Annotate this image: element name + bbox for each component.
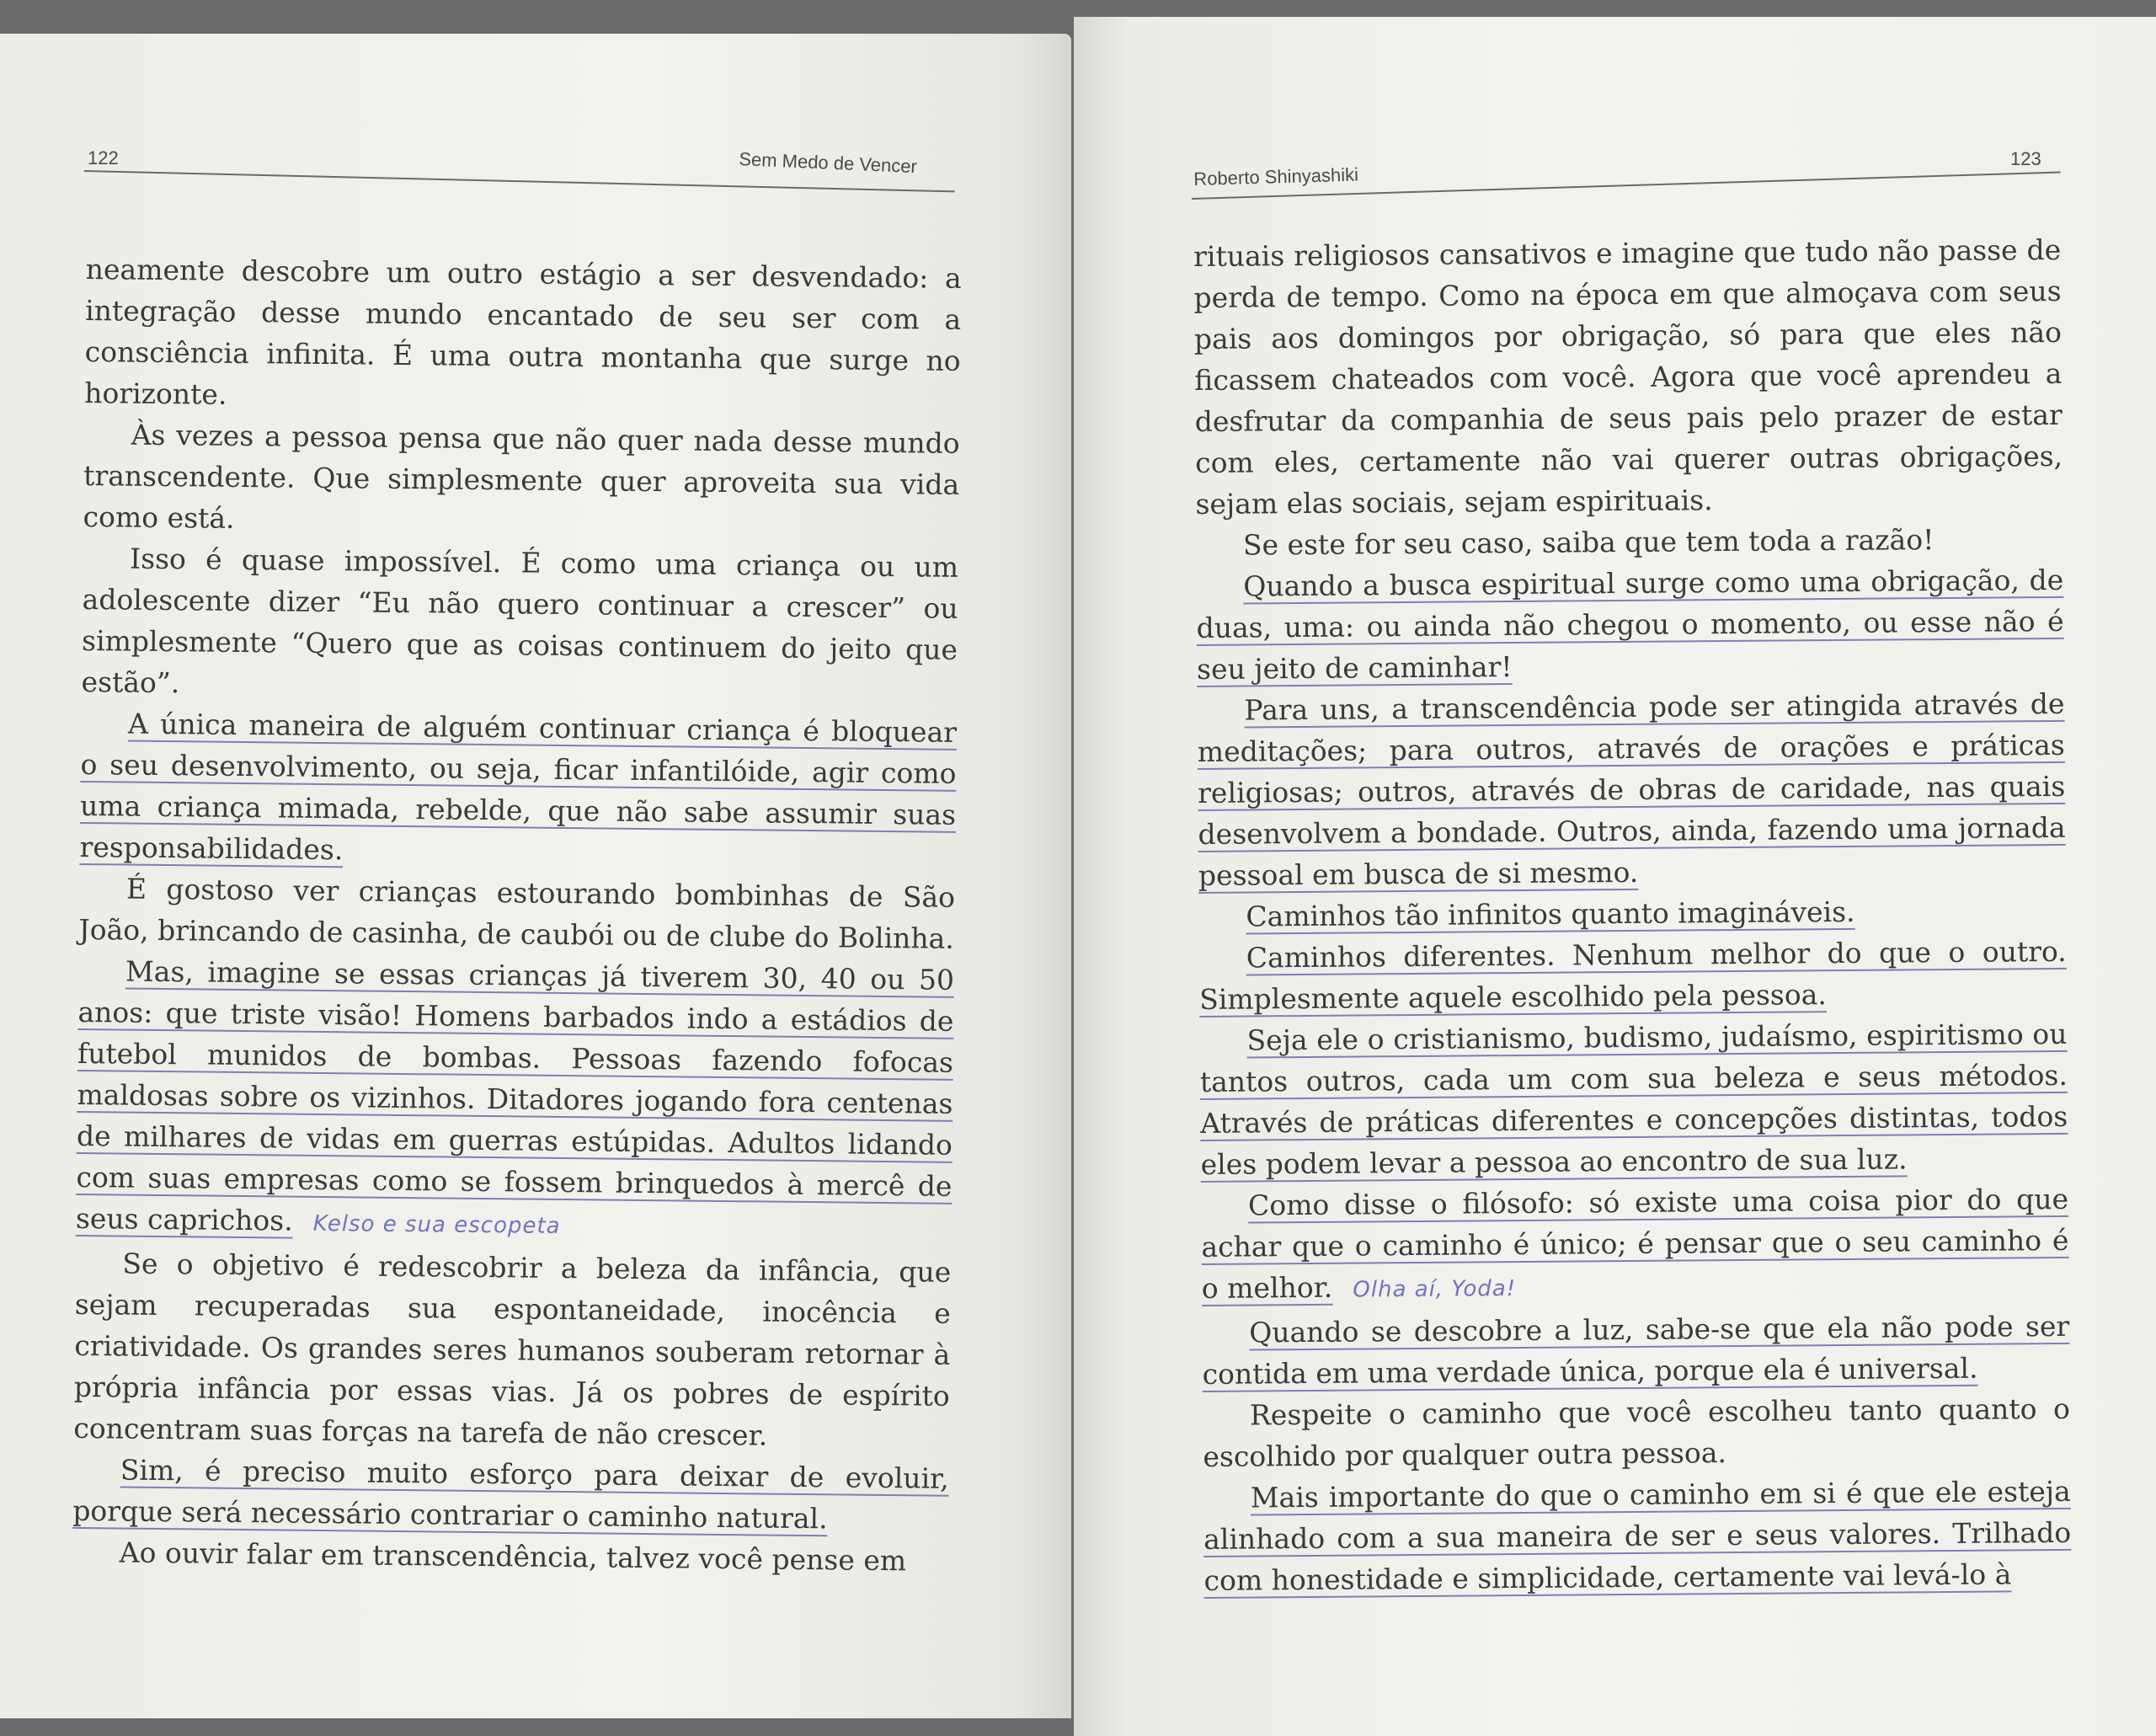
paragraph-text: rituais religiosos cansativos e imagine que tudo não passe de perda de tempo. Como na época em que almoçava com seus pais aos domingos por obrigação, só para que eles não ficassem chateados com você. Agora que você aprendeu a desfrutar da companhia de seus pais pelo prazer de estar com eles, certamente não vai querer outras obrigações, sejam elas sociais, sejam espirituais. (1193, 232, 2063, 521)
paragraph (73, 1242, 952, 1458)
handwritten-note: Olha aí, Yoda! (1353, 1276, 1517, 1303)
paragraph (72, 1449, 949, 1541)
underlined-paragraph-text: Para uns, a transcendência pode ser atingida através de meditações; para outros, através de orações e práticas religiosas; outros, através de obras de caridade, nas quais desenvolvem a bondade. Outros, ainda, fazendo uma jornada pessoal em busca de si mesmo. (1197, 686, 2066, 892)
underlined-paragraph-text: Caminhos tão infinitos quanto imagináveis. (1246, 895, 1855, 933)
paragraph-text: Isso é quase impossível. É como uma criança ou um adolescente dizer “Eu não quero continuar a crescer” ou simplesmente “Quero que as coisas continuem do jeito que estão”. (81, 542, 959, 700)
handwritten-note: Kelso e sua escopeta (312, 1210, 561, 1239)
right-body-text (1193, 229, 2072, 1601)
paragraph-text: Às vezes a pessoa pensa que não quer nada desse mundo transcendente. Que simplesmente quer aproveita sua vida como está. (83, 418, 960, 535)
left-body-text (72, 248, 962, 1582)
underlined-paragraph-text: A única maneira de alguém continuar criança é bloquear o seu desenvolvimento, ou seja, ficar infantilóide, agir como uma criança mimada, rebelde, que não sabe assumir suas responsabilidades. (79, 707, 958, 867)
paragraph (1199, 1013, 2068, 1185)
paragraph (72, 1531, 948, 1582)
right-page (1074, 17, 2156, 1736)
paragraph-text: neamente descobre um outro estágio a ser desvendado: a integração desse mundo encantado de seu ser com a consciência infinita. É uma outra montanha que surge no horizonte. (83, 252, 962, 411)
paragraph (76, 950, 955, 1252)
paragraph-text: Respeite o caminho que você escolheu tanto quanto o escolhido por qualquer outra pessoa. (1203, 1391, 2071, 1473)
underlined-paragraph-text: Mais importante do que o caminho em si é que ele esteja alinhado com a sua maneira de ser e seus valores. Trilhado com honestidade e simplicidade, certamente vai levá-lo à (1203, 1474, 2072, 1597)
paragraph-text: Ao ouvir falar em transcendência, talvez você pense em (119, 1536, 907, 1578)
paragraph (79, 702, 957, 877)
paragraph-text: Se este for seu caso, saiba que tem toda a razão! (1242, 523, 1935, 562)
underlined-paragraph-text: Sim, é preciso muito esforço para deixar de evoluir, porque será necessário contrariar o caminho natural. (72, 1453, 949, 1536)
paragraph (1202, 1306, 2070, 1395)
paragraph-text: É gostoso ver crianças estourando bombinhas de São João, brincando de casinha, de caubói ou de clube do Bolinha. (78, 872, 956, 955)
underlined-paragraph-text: Quando a busca espiritual surge como uma obrigação, de duas, uma: ou ainda não chegou o momento, ou esse não é seu jeito de caminhar! (1196, 563, 2064, 686)
left-page (0, 34, 1071, 1718)
right-running-title: Roberto Shinyashiki (1193, 163, 1359, 190)
paragraph (84, 248, 962, 423)
paragraph (1203, 1388, 2071, 1477)
underlined-paragraph-text: Caminhos diferentes. Nenhum melhor do que o outro. Simplesmente aquele escolhido pela pessoa. (1198, 934, 2067, 1016)
paragraph (1193, 229, 2063, 525)
left-page-number: 122 (88, 147, 119, 168)
left-running-title: Sem Medo de Vencer (738, 148, 918, 178)
underlined-paragraph-text: Quando se descobre a luz, sabe-se que ela não pode ser contida em uma verdade única, porque ela é universal. (1202, 1309, 2070, 1391)
underlined-paragraph-text: Mas, imagine se essas crianças já tiverem 30, 40 ou 50 anos: que triste visão! Homens barbados indo a estádios de futebol munidos de bombas. Pessoas fazendo fofocas maldosas sobre os vizinhos. Ditadores jogando fora centenas de milhares de vidas em guerras estúpidas. Adultos lidando com suas empresas como se fossem brinquedos à mercê de seus caprichos. (75, 954, 955, 1237)
paragraph (78, 868, 955, 959)
paragraph (1196, 518, 2063, 566)
paragraph (1197, 683, 2066, 896)
paragraph-text: Se o objetivo é redescobrir a beleza da infância, que sejam recuperadas sua espontaneidade, inocência e criatividade. Os grandes seres humanos souberam retornar à própria infância por essas vias. Já os pobres de espírito concentram suas forças na tarefa de não crescer. (73, 1247, 952, 1452)
paragraph (81, 537, 958, 712)
paragraph (1198, 889, 2066, 937)
right-page-number: 123 (2010, 148, 2041, 169)
paragraph (1199, 931, 2068, 1020)
paragraph (1203, 1471, 2072, 1601)
paragraph (1196, 559, 2064, 690)
underlined-paragraph-text: Seja ele o cristianismo, budismo, judaísmo, espiritismo ou tantos outros, cada um com sua beleza e seus métodos. Através de práticas diferentes e concepções distintas, todos eles podem levar a pessoa ao encontro de sua luz. (1199, 1017, 2068, 1181)
paragraph (83, 414, 959, 547)
underlined-paragraph-text: Como disse o filósofo: só existe uma coisa pior do que achar que o caminho é único; é pensar que o seu caminho é o melhor. (1201, 1182, 2069, 1305)
paragraph (1201, 1178, 2069, 1312)
